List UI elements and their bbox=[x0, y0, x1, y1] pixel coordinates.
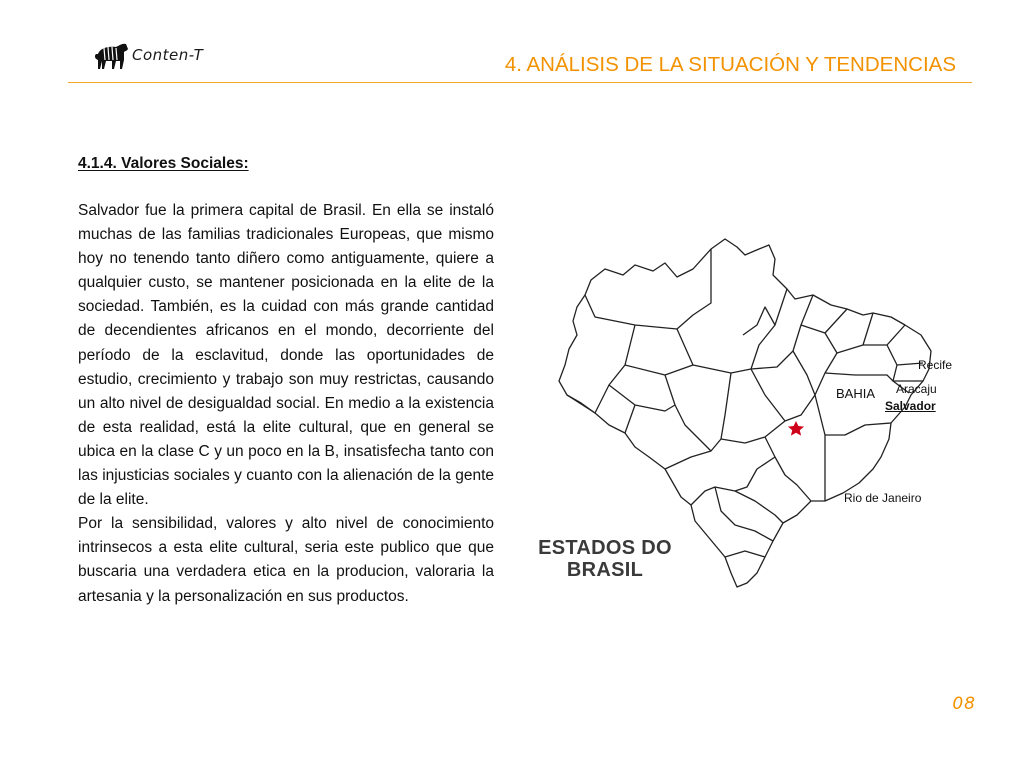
map-label-aracaju: Aracaju bbox=[896, 382, 937, 396]
body-text bbox=[78, 199, 494, 609]
map-label-recife: Recife bbox=[918, 358, 953, 372]
map-caption-line2: BRASIL bbox=[566, 559, 644, 581]
page-title: 4. ANÁLISIS DE LA SITUACIÓN Y TENDENCIAS bbox=[504, 53, 956, 76]
header-divider bbox=[68, 82, 972, 83]
paragraph-2: Por la sensibilidad, valores y alto nivel de conocimiento intrinsecos a esta elite cultural, seria este publico que que buscaria una verdadera etica en la producion, valoraria la artesania y la personalización en sus productos. bbox=[78, 515, 494, 605]
map-caption bbox=[525, 537, 685, 581]
map-label-salvador: Salvador bbox=[885, 399, 936, 413]
page-number: 08 bbox=[952, 694, 976, 714]
map-label-rio-de-janeiro: Rio de Janeiro bbox=[844, 491, 922, 505]
zebra-icon bbox=[92, 40, 130, 72]
map-label-bahia: BAHIA bbox=[836, 386, 876, 401]
star-icon bbox=[788, 421, 804, 436]
section-heading: 4.1.4. Valores Sociales: bbox=[78, 155, 249, 172]
brand-name: Conten-T bbox=[132, 46, 204, 64]
brand-logo bbox=[92, 40, 242, 74]
map-caption-line1: ESTADOS DO bbox=[538, 537, 672, 559]
brazil-map bbox=[525, 225, 985, 600]
paragraph-1: Salvador fue la primera capital de Brasil. En ella se instaló muchas de las familias tradicionales Europeas, que mismo hoy no tenendo tanto diñero como antiguamente, quiere a qualquier custo, se mantener posicionada en la elite de la sociedad. También, es la cuidad con más grande cantidad de decendientes africanos en el mondo, decorriente del período de la esclavitud, donde las oportunidades de estudio, crecimiento y trabajo son muy restrictas, causando un alto nivel de desigualdad social. En medio a la existencia de esta realidad, está la elite cultural, que en general se ubica en la clase C y un poco en la B, insatisfecha tanto con las injusticias sociales y cuanto con la alienación de la gente de la elite. bbox=[78, 202, 494, 509]
